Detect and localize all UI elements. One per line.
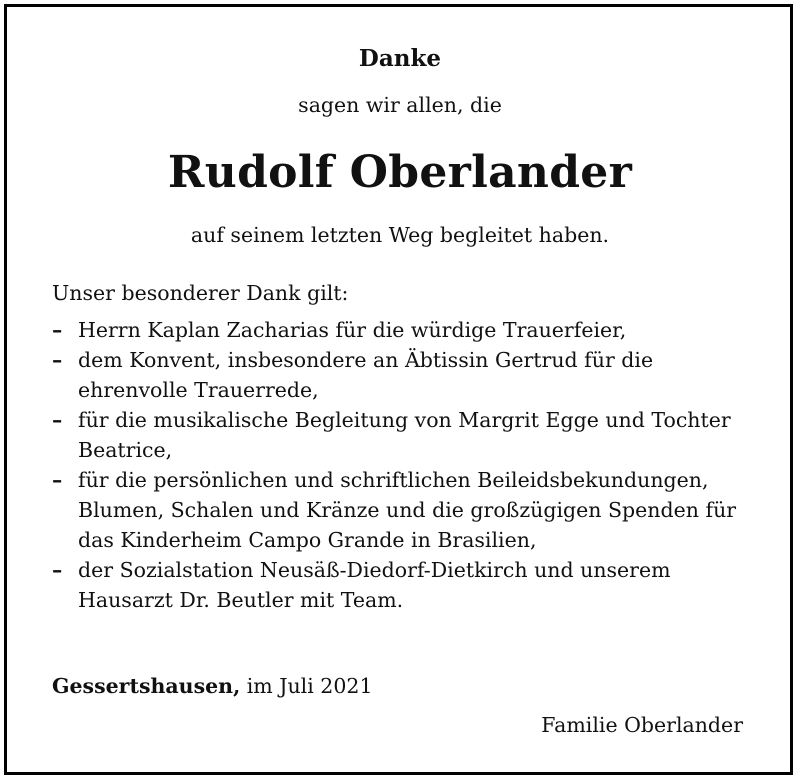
dash-bullet: – xyxy=(52,468,63,492)
list-item-text: dem Konvent, insbesondere an Äbtissin Gertrud für die ehrenvolle Trauerrede, xyxy=(78,348,654,402)
tagline: auf seinem letzten Weg begleitet haben. xyxy=(190,223,610,247)
list-item xyxy=(52,465,768,555)
list-item-text: der Sozialstation Neusäß-Diedorf-Dietkirch und unserem Hausarzt Dr. Beutler mit Team. xyxy=(78,558,671,612)
dash-bullet: – xyxy=(52,348,63,372)
list-item-text: Herrn Kaplan Zacharias für die würdige Trauerfeier, xyxy=(78,318,627,342)
thanks-list xyxy=(52,315,768,615)
list-item xyxy=(52,315,768,345)
thanks-intro: Unser besonderer Dank gilt: xyxy=(52,281,349,305)
list-item xyxy=(52,345,768,405)
dash-bullet: – xyxy=(52,408,63,432)
list-item-text: für die persönlichen und schriftlichen Beileidsbekundungen, Blumen, Schalen und Kränze und die großzügigen Spenden für das Kinderheim Campo Grande in Brasilien, xyxy=(78,468,737,552)
subheading: sagen wir allen, die xyxy=(298,93,502,117)
dash-bullet: – xyxy=(52,318,63,342)
list-item xyxy=(52,405,768,465)
signature: Familie Oberlander xyxy=(541,713,743,737)
place-date-line xyxy=(52,672,372,700)
deceased-name: Rudolf Oberlander xyxy=(167,147,633,198)
dash-bullet: – xyxy=(52,558,63,582)
place: Gessertshausen, xyxy=(52,674,241,698)
list-item xyxy=(52,555,768,615)
list-item-text: für die musikalische Begleitung von Margrit Egge und Tochter Beatrice, xyxy=(78,408,731,462)
heading-danke: Danke xyxy=(358,45,442,72)
date: im Juli 2021 xyxy=(246,674,373,698)
